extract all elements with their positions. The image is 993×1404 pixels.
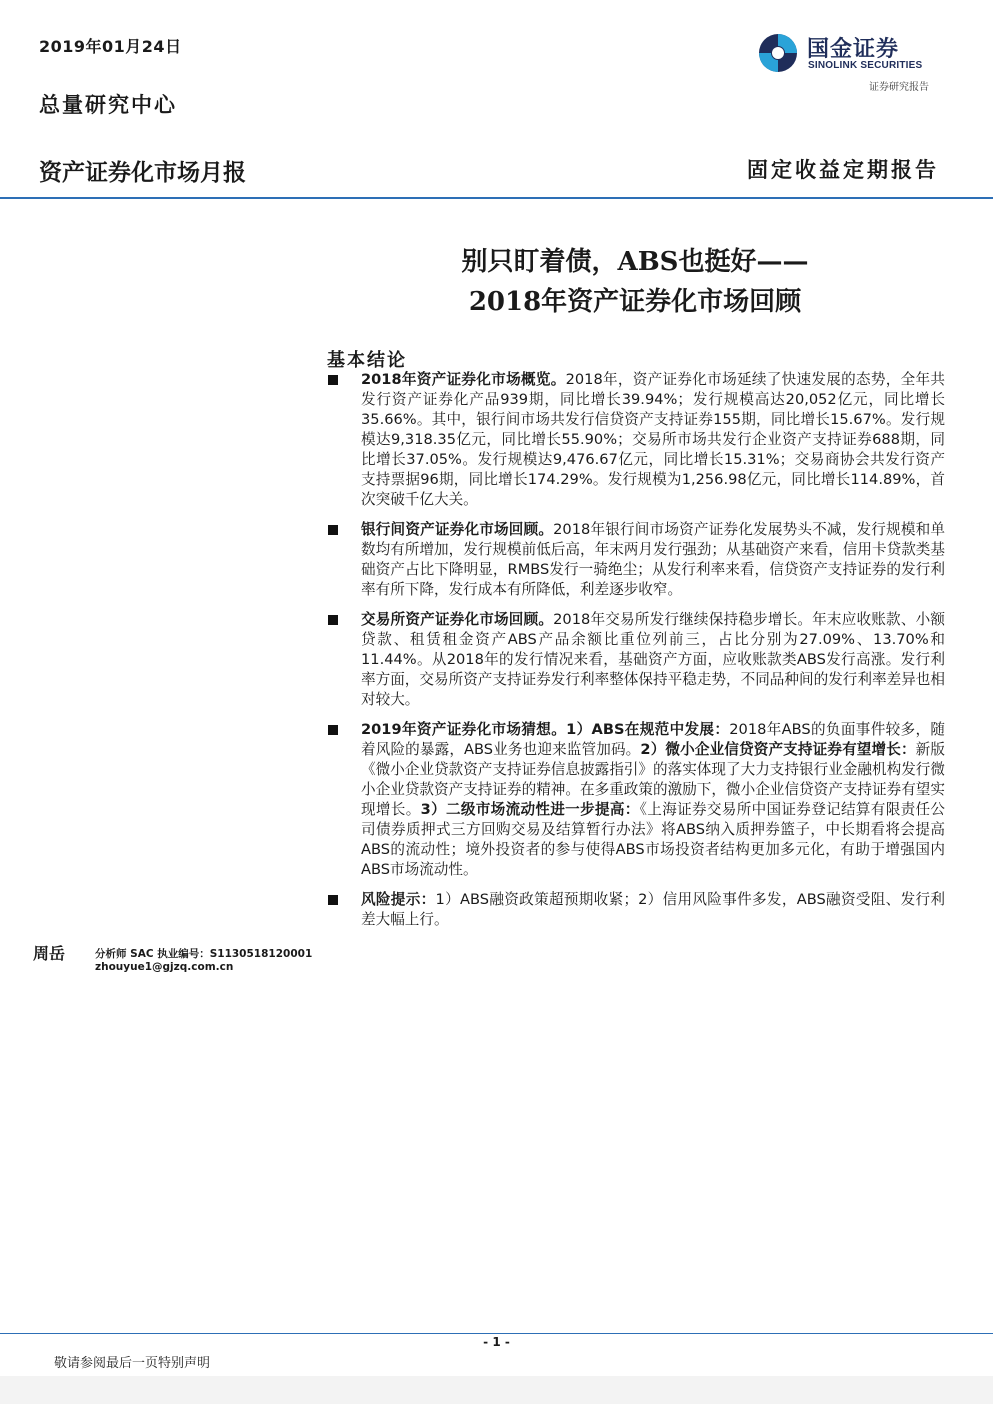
analyst-certificate: 分析师 SAC 执业编号：S1130518120001 bbox=[95, 948, 313, 960]
item-text: 2018年ABS的负面事件较多，随着风险的暴露，ABS业务也迎来监管加码。 bbox=[361, 721, 945, 758]
item-heading: 交易所资产证券化市场回顾。 bbox=[361, 611, 554, 628]
logo-subtitle: 证券研究报告 bbox=[869, 82, 929, 93]
item-text: 2018年，资产证券化市场延续了快速发展的态势，全年共发行资产证券化产品939期，同比增长39.94%；发行规模高达20,052亿元，同比增长35.66%。其中，银行间市场共发行信贷资产支持证券155期，同比增长15.67%。发行规模达9,318.35亿元，同比增长55.90%；交易所市场共发行企业资产支持证券688期，同比增长37.05%。发行规模达9,476.67亿元，同比增长15.31%；交易商协会共发行资产支持票据96期，同比增长174.29%。发行规模为1,256.98亿元，同比增长114.89%，首次突破千亿大关。 bbox=[361, 371, 945, 508]
conclusion-item bbox=[327, 520, 945, 600]
section-heading: 基本结论 bbox=[327, 350, 407, 371]
conclusion-item bbox=[327, 890, 945, 930]
square-bullet-icon bbox=[328, 615, 338, 625]
conclusion-item bbox=[327, 370, 945, 510]
item-heading: 3）二级市场流动性进一步提高： bbox=[420, 801, 640, 818]
item-text: 2018年银行间市场资产证券化发展势头不减，发行规模和单数均有所增加，发行规模前低后高，年末两月发行强劲；从基础资产来看，信用卡贷款类基础资产占比下降明显，RMBS发行一骑绝尘；从发行利率来看，信贷资产支持证券的发行利率有所下降，发行成本有所降低，利差逐步收窄。 bbox=[361, 521, 945, 598]
item-text: 2018年交易所发行继续保持稳步增长。年末应收账款、小额贷款、租赁租金资产ABS产品余额比重位列前三，占比分别为27.09%、13.70%和11.44%。从2018年的发行情况来看，基础资产方面，应收账款类ABS发行高涨。发行利率方面，交易所资产支持证券发行利率整体保持平稳走势，不同品种间的发行利率差异也相对较大。 bbox=[361, 611, 945, 708]
analyst-email[interactable]: zhouyue1@gjzq.com.cn bbox=[95, 961, 234, 973]
page-number: - 1 - bbox=[483, 1335, 510, 1349]
item-heading: 银行间资产证券化市场回顾。 bbox=[361, 521, 554, 538]
header-divider bbox=[0, 197, 993, 199]
conclusion-item bbox=[327, 720, 945, 880]
item-heading: 2019年资产证券化市场猜想。1）ABS在规范中发展： bbox=[361, 721, 730, 738]
item-text: 新版《微小企业贷款资产支持证券信息披露指引》的落实体现了大力支持银行业金融机构发行微小企业贷款资产支持证券的精神。在多重政策的激励下，微小企业信贷资产支持证券有望实现增长。 bbox=[361, 741, 945, 818]
square-bullet-icon bbox=[328, 375, 338, 385]
report-title-line2: 2018年资产证券化市场回顾 bbox=[468, 287, 802, 317]
bottom-margin-band bbox=[0, 1376, 993, 1404]
square-bullet-icon bbox=[328, 725, 338, 735]
item-heading: 2018年资产证券化市场概览。 bbox=[361, 371, 566, 388]
report-type: 固定收益定期报告 bbox=[747, 157, 939, 182]
item-heading: 风险提示： bbox=[361, 891, 436, 908]
report-date: 2019年01月24日 bbox=[39, 37, 182, 56]
footer-divider bbox=[0, 1333, 993, 1334]
square-bullet-icon bbox=[328, 895, 338, 905]
report-series-name: 资产证券化市场月报 bbox=[39, 160, 246, 186]
department-name: 总量研究中心 bbox=[39, 92, 177, 117]
company-logo bbox=[757, 32, 945, 76]
disclaimer-note: 敬请参阅最后一页特别声明 bbox=[54, 1356, 211, 1371]
conclusion-list bbox=[327, 370, 945, 940]
conclusion-item bbox=[327, 610, 945, 710]
analyst-name: 周岳 bbox=[33, 944, 66, 963]
report-title-line1: 别只盯着债，ABS也挺好—— bbox=[461, 247, 809, 277]
square-bullet-icon bbox=[328, 525, 338, 535]
item-text: 《上海证券交易所中国证券登记结算有限责任公司债券质押式三方回购交易及结算暂行办法》将ABS纳入质押券篮子，中长期看将会提高ABS的流动性；境外投资者的参与使得ABS市场投资者结构更加多元化，有助于增强国内ABS市场流动性。 bbox=[361, 801, 945, 878]
logo-name-en: SINOLINK SECURITIES bbox=[808, 60, 923, 71]
item-text: 1）ABS融资政策超预期收紧；2）信用风险事件多发，ABS融资受阻、发行利差大幅上行。 bbox=[361, 891, 945, 928]
logo-name-cn: 国金证券 bbox=[807, 37, 900, 62]
logo-mark-icon bbox=[757, 32, 799, 74]
item-heading: 2）微小企业信贷资产支持证券有望增长： bbox=[640, 741, 916, 758]
